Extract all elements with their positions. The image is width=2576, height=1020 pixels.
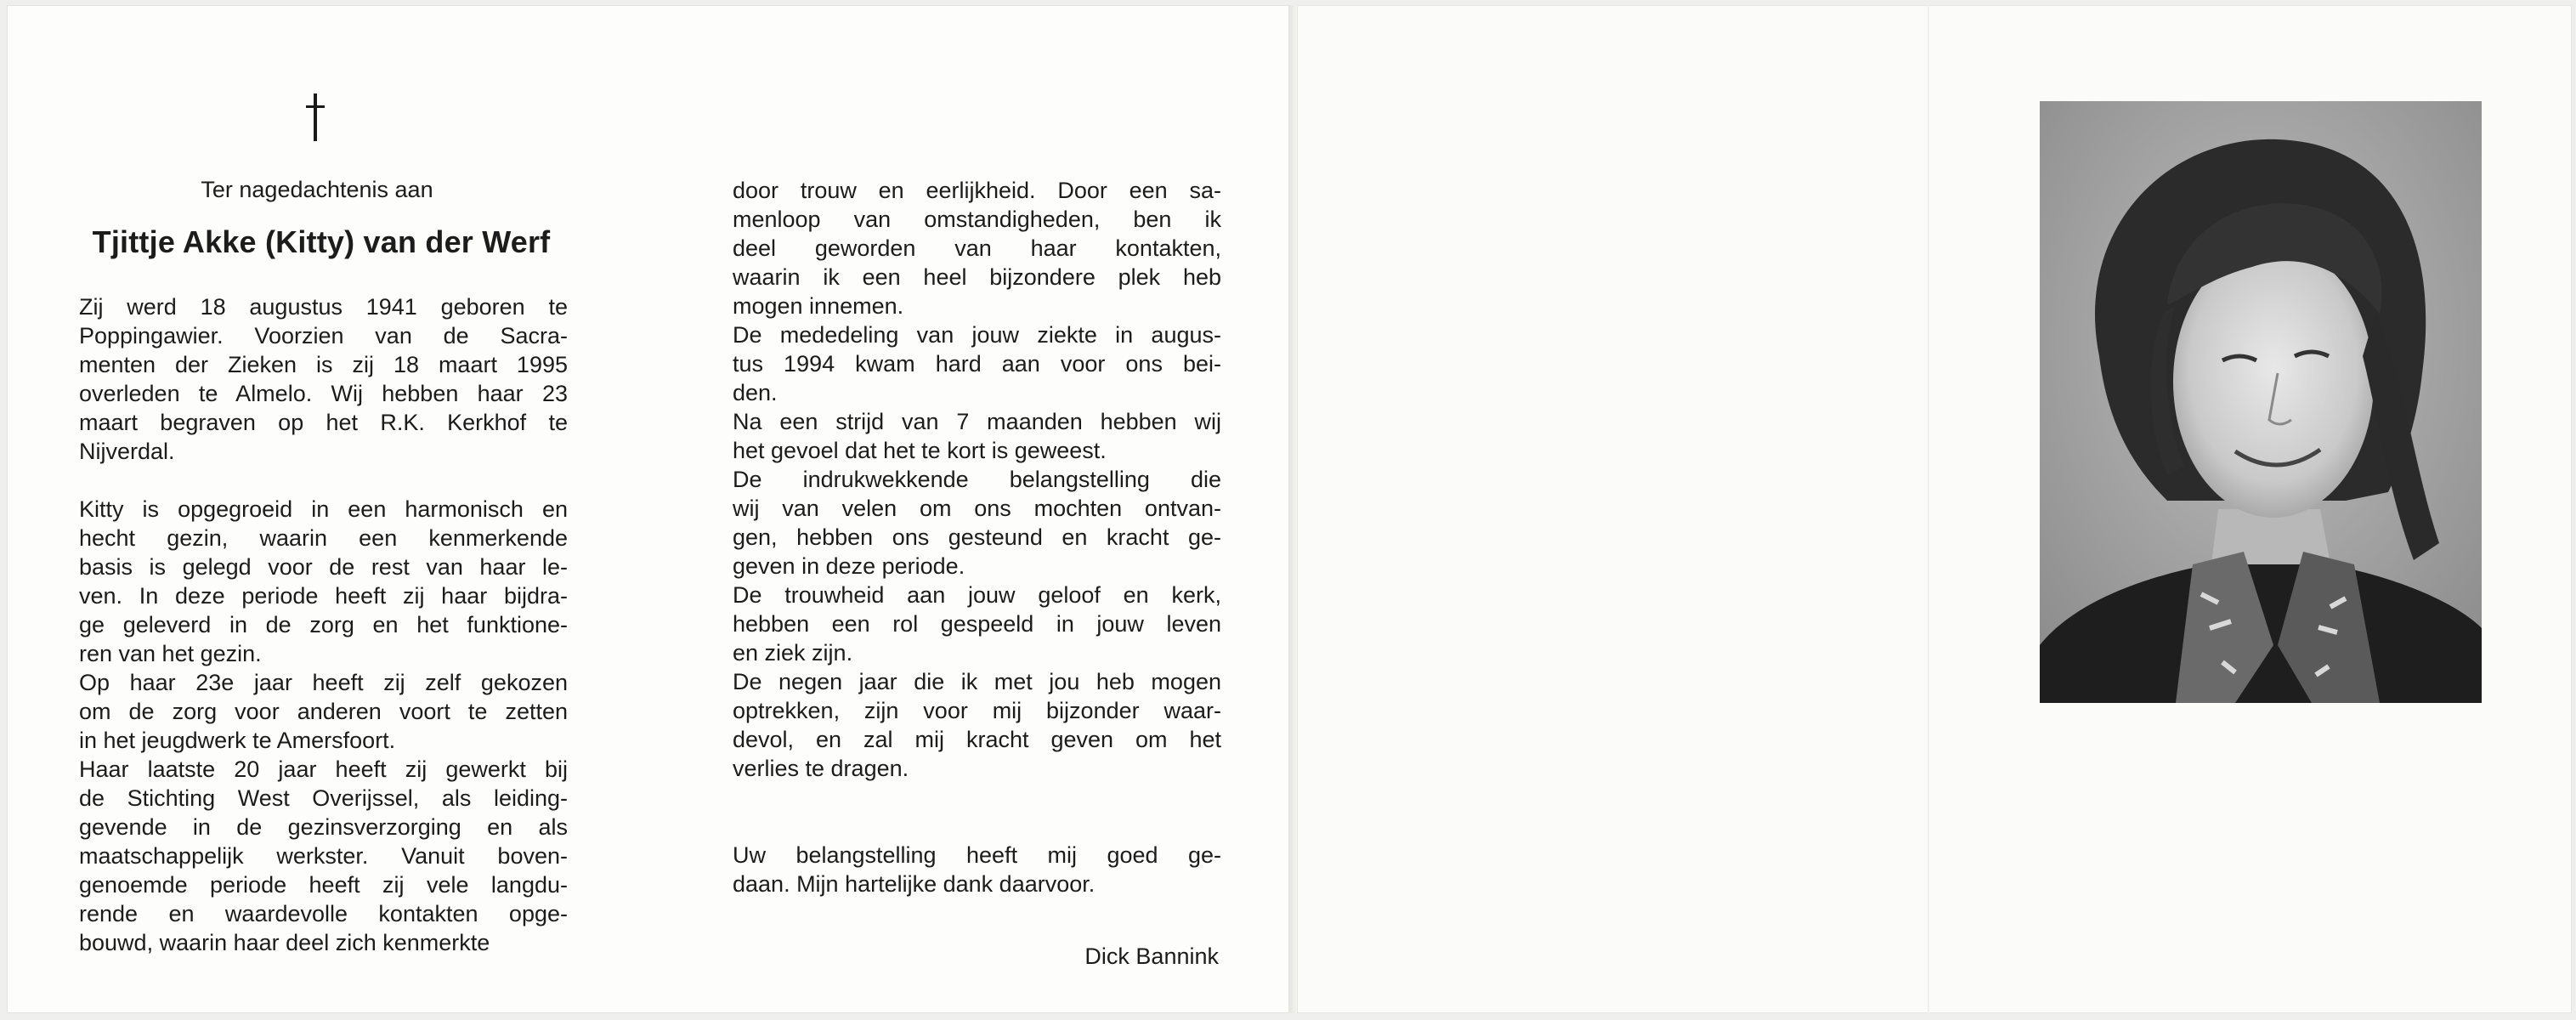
left-line: Op haar 23e jaar heeft zij zelf gekozen	[79, 670, 568, 695]
right-line: het gevoel dat het te kort is geweest.	[733, 438, 1107, 463]
right-text-column	[733, 176, 1221, 898]
right-line: De indrukwekkende belangstelling die	[733, 467, 1221, 492]
signature: Dick Bannink	[1084, 944, 1219, 969]
cross-icon	[303, 94, 328, 141]
left-line: ren van het gezin.	[79, 641, 262, 666]
left-line: Zij werd 18 augustus 1941 geboren te	[79, 294, 568, 320]
left-line: de Stichting West Overijssel, als leiding-	[79, 785, 568, 811]
left-line: maart begraven op het R.K. Kerkhof te	[79, 410, 568, 435]
left-line: in het jeugdwerk te Amersfoort.	[79, 728, 396, 753]
left-line: bouwd, waarin haar deel zich kenmerkte	[79, 930, 490, 955]
left-line: basis is gelegd voor de rest van haar le-	[79, 554, 568, 580]
right-line: optrekken, zijn voor mij bijzonder waar-	[733, 698, 1221, 723]
deceased-name: Tjittje Akke (Kitty) van der Werf	[92, 224, 551, 259]
left-line: maatschappelijk werkster. Vanuit boven-	[79, 843, 568, 869]
right-line: devol, en zal mij kracht geven om het	[733, 727, 1221, 752]
left-line: gevende in de gezinsverzorging en als	[79, 814, 568, 840]
right-line: en ziek zijn.	[733, 640, 853, 666]
paragraph-gap	[733, 812, 1221, 841]
right-line: De trouwheid aan jouw geloof en kerk,	[733, 582, 1221, 608]
right-line: hebben een rol gespeeld in jouw leven	[733, 611, 1221, 637]
right-line: tus 1994 kwam hard aan voor ons bei-	[733, 351, 1221, 377]
right-line: menloop van omstandigheden, ben ik	[733, 207, 1221, 232]
right-line: geven in deze periode.	[733, 553, 965, 579]
left-line: Kitty is opgegroeid in een harmonisch en	[79, 496, 568, 522]
right-line: waarin ik een heel bijzondere plek heb	[733, 264, 1221, 290]
right-line: De mededeling van jouw ziekte in augus-	[733, 322, 1221, 348]
left-line: ge geleverd in de zorg en het funktione-	[79, 612, 568, 638]
right-line: De negen jaar die ik met jou heb mogen	[733, 669, 1221, 694]
left-line: Poppingawier. Voorzien van de Sacra-	[79, 323, 568, 348]
right-line: mogen innemen.	[733, 293, 904, 319]
left-text-column	[79, 292, 568, 957]
page-crease	[1928, 5, 1929, 1013]
right-line: den.	[733, 380, 778, 405]
left-line: rende en waardevolle kontakten opge-	[79, 901, 568, 926]
left-line: ven. In deze periode heeft zij haar bijdra-	[79, 583, 568, 609]
left-line: Nijverdal.	[79, 439, 175, 464]
right-line: verlies te dragen.	[733, 756, 909, 781]
left-line: overleden te Almelo. Wij hebben haar 23	[79, 381, 568, 406]
memory-line: Ter nagedachtenis aan	[201, 177, 433, 202]
right-line: Uw belangstelling heeft mij goed ge-	[733, 842, 1221, 868]
right-line: gen, hebben ons gesteund en kracht ge-	[733, 524, 1221, 550]
right-line: Na een strijd van 7 maanden hebben wij	[733, 409, 1221, 434]
left-line: om de zorg voor anderen voort te zetten	[79, 699, 568, 724]
paragraph-gap	[79, 466, 568, 495]
right-line: door trouw en eerlijkheid. Door een sa-	[733, 178, 1221, 203]
right-line: wij van velen om ons mochten ontvan-	[733, 496, 1221, 521]
left-line: Haar laatste 20 jaar heeft zij gewerkt bij	[79, 756, 568, 782]
paragraph-gap	[733, 783, 1221, 812]
right-line: daan. Mijn hartelijke dank daarvoor.	[733, 871, 1096, 897]
left-line: genoemde periode heeft zij vele langdu-	[79, 872, 568, 898]
right-line: deel geworden van haar kontakten,	[733, 235, 1221, 261]
left-line: hecht gezin, waarin een kenmerkende	[79, 525, 568, 551]
left-line: menten der Zieken is zij 18 maart 1995	[79, 352, 568, 377]
portrait-photo	[2040, 101, 2482, 703]
